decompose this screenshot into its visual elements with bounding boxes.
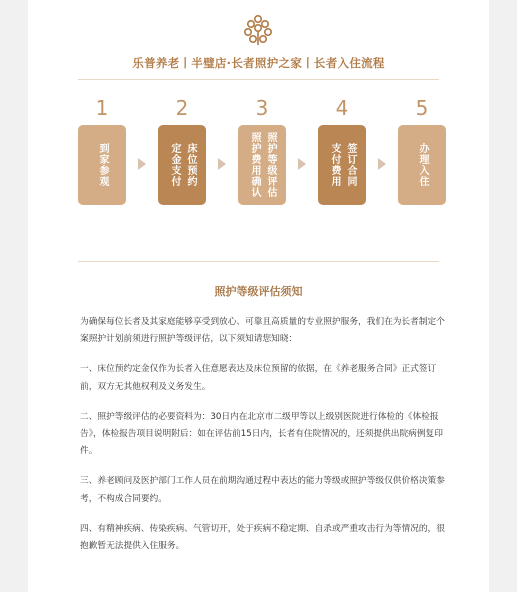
flower-logo-icon (242, 14, 274, 46)
step-number-3: 3 (255, 96, 269, 120)
divider-middle (78, 261, 439, 262)
step-4-line-2: 支付费用 (329, 143, 340, 187)
step-2-line-1: 床位预约 (185, 143, 196, 187)
arrow-icon (138, 158, 146, 170)
document-page (28, 0, 489, 592)
step-card-5 (398, 125, 446, 205)
arrow-icon (218, 158, 226, 170)
step-2-line-2: 定金支付 (169, 143, 180, 187)
header-title: 乐普养老丨半璧店·长者照护之家丨长者入住流程 (132, 56, 385, 70)
notice-body (80, 314, 452, 568)
process-steps (28, 96, 489, 246)
step-card-3 (238, 125, 286, 205)
notice-paragraph-1: 一、床位预约定金仅作为长者入住意愿表达及床位预留的依据，在《养老服务合同》正式签订前，双方无其他权利及义务发生。 (80, 364, 437, 392)
step-3-line-2: 照护费用确认 (249, 132, 260, 198)
step-number-5: 5 (415, 96, 429, 120)
step-4-line-1: 签订合同 (345, 143, 356, 187)
step-1-line-1: 到家参观 (97, 143, 108, 187)
step-number-4: 4 (335, 96, 349, 120)
notice-title: 照护等级评估须知 (214, 285, 303, 298)
step-number-1: 1 (95, 96, 109, 120)
step-5-line-1: 办理入住 (417, 143, 428, 187)
divider-top (78, 79, 439, 80)
arrow-icon (378, 158, 386, 170)
step-number-2: 2 (175, 96, 189, 120)
notice-paragraph-3: 三、养老顾问及医护部门工作人员在前期沟通过程中表达的能力等级或照护等级仅供价格决策参考，不构成合同要约。 (80, 476, 445, 504)
notice-paragraph-2: 二、照护等级评估的必要资料为：30日内在北京市二级甲等以上级别医院进行体检的《体检报告》，体检报告项目说明附后：如在评估前15日内，长者有住院情况的，还须提供出院病例复印件。 (80, 411, 443, 457)
notice-paragraph-4: 四、有精神疾病、传染疾病、气管切开，处于疾病不稳定期、自杀或严重攻击行为等情况的，很抱歉暂无法提供入住服务。 (80, 523, 445, 552)
step-card-1 (78, 125, 126, 205)
arrow-icon (298, 158, 306, 170)
notice-paragraph-intro: 为确保每位长者及其家庭能够享受到放心、可靠且高质量的专业照护服务，我们在为长者制定个案照护计划前须进行照护等级评估，以下须知请您知晓： (80, 317, 445, 345)
step-card-2 (158, 125, 206, 205)
step-card-4 (318, 125, 366, 205)
step-3-line-1: 照护等级评估 (265, 132, 276, 198)
